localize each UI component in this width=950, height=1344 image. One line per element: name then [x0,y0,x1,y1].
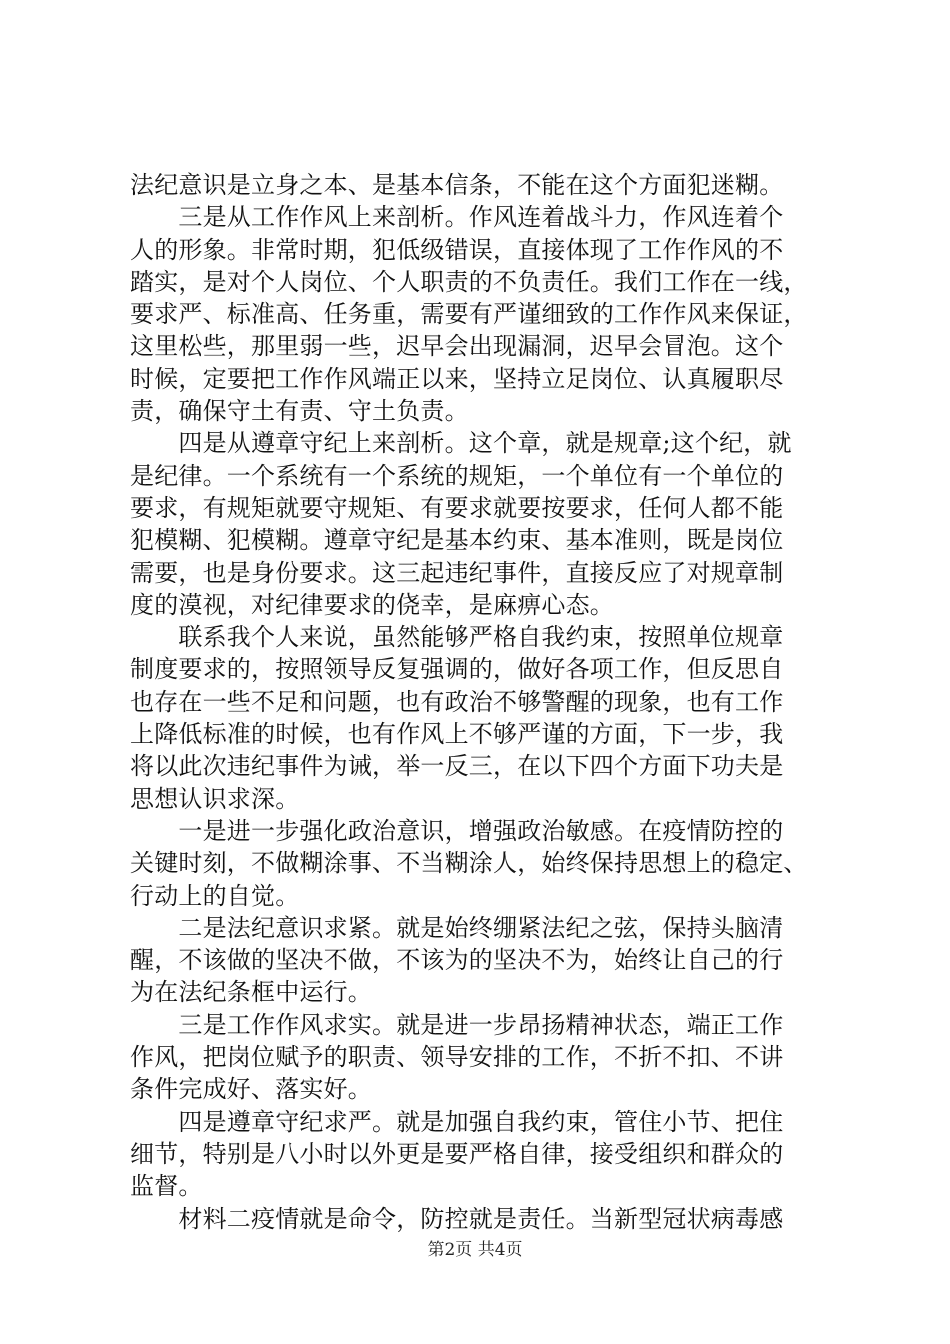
text-line: 犯模糊、犯模糊。遵章守纪是基本约束、基本准则，既是岗位 [130,526,784,555]
text-line: 监督。 [130,1172,203,1201]
text-line: 细节，特别是八小时以外更是要严格自律，接受组织和群众的 [130,1139,784,1168]
text-line: 是纪律。一个系统有一个系统的规矩，一个单位有一个单位的 [130,461,784,490]
text-line: 行动上的自觉。 [130,881,300,910]
text-line: 这里松些，那里弱一些，迟早会出现漏洞，迟早会冒泡。这个 [130,332,784,361]
page-number-footer: 第2页 共4页 [427,1240,523,1260]
text-line: 醒，不该做的坚决不做，不该为的坚决不为，始终让自己的行 [130,946,784,975]
text-line: 踏实，是对个人岗位、个人职责的不负责任。我们工作在一线， [130,267,808,296]
text-line: 材料二疫情就是命令，防控就是责任。当新型冠状病毒感 [130,1204,784,1233]
text-line: 责，确保守土有责、守土负责。 [130,397,469,426]
text-line: 一是进一步强化政治意识，增强政治敏感。在疫情防控的 [130,816,784,845]
text-line: 为在法纪条框中运行。 [130,978,372,1007]
text-line: 关键时刻，不做糊涂事、不当糊涂人，始终保持思想上的稳定、 [130,849,808,878]
text-line: 要求严、标准高、任务重，需要有严谨细致的工作作风来保证， [130,300,808,329]
text-line: 作风，把岗位赋予的职责、领导安排的工作，不折不扣、不讲 [130,1043,784,1072]
text-line: 三是从工作作风上来剖析。作风连着战斗力，作风连着个 [130,203,784,232]
text-line: 法纪意识是立身之本、是基本信条，不能在这个方面犯迷糊。 [130,171,784,199]
text-line: 要求，有规矩就要守规矩、有要求就要按要求，任何人都不能 [130,493,784,522]
text-line: 三是工作作风求实。就是进一步昂扬精神状态，端正工作 [130,1010,784,1039]
text-line: 人的形象。非常时期，犯低级错误，直接体现了工作作风的不 [130,235,784,264]
text-line: 将以此次违纪事件为诫，举一反三，在以下四个方面下功夫是 [130,752,784,781]
text-line: 也存在一些不足和问题，也有政治不够警醒的现象，也有工作 [130,687,784,716]
text-line: 制度要求的，按照领导反复强调的，做好各项工作，但反思自 [130,655,784,684]
text-line: 联系我个人来说，虽然能够严格自我约束，按照单位规章 [130,623,784,652]
text-line: 度的漠视，对纪律要求的侥幸，是麻痹心态。 [130,590,614,619]
text-line: 条件完成好、落实好。 [130,1075,372,1104]
text-line: 四是从遵章守纪上来剖析。这个章，就是规章;这个纪，就 [130,429,792,458]
document-body [130,169,840,1235]
text-line: 上降低标准的时候，也有作风上不够严谨的方面，下一步，我 [130,720,784,749]
text-line: 时候，定要把工作作风端正以来，坚持立足岗位、认真履职尽 [130,364,784,393]
text-line: 思想认识求深。 [130,784,300,813]
text-line: 二是法纪意识求紧。就是始终绷紧法纪之弦，保持头脑清 [130,913,784,942]
text-line: 四是遵章守纪求严。就是加强自我约束，管住小节、把住 [130,1107,784,1136]
text-line: 需要，也是身份要求。这三起违纪事件，直接反应了对规章制 [130,558,784,587]
